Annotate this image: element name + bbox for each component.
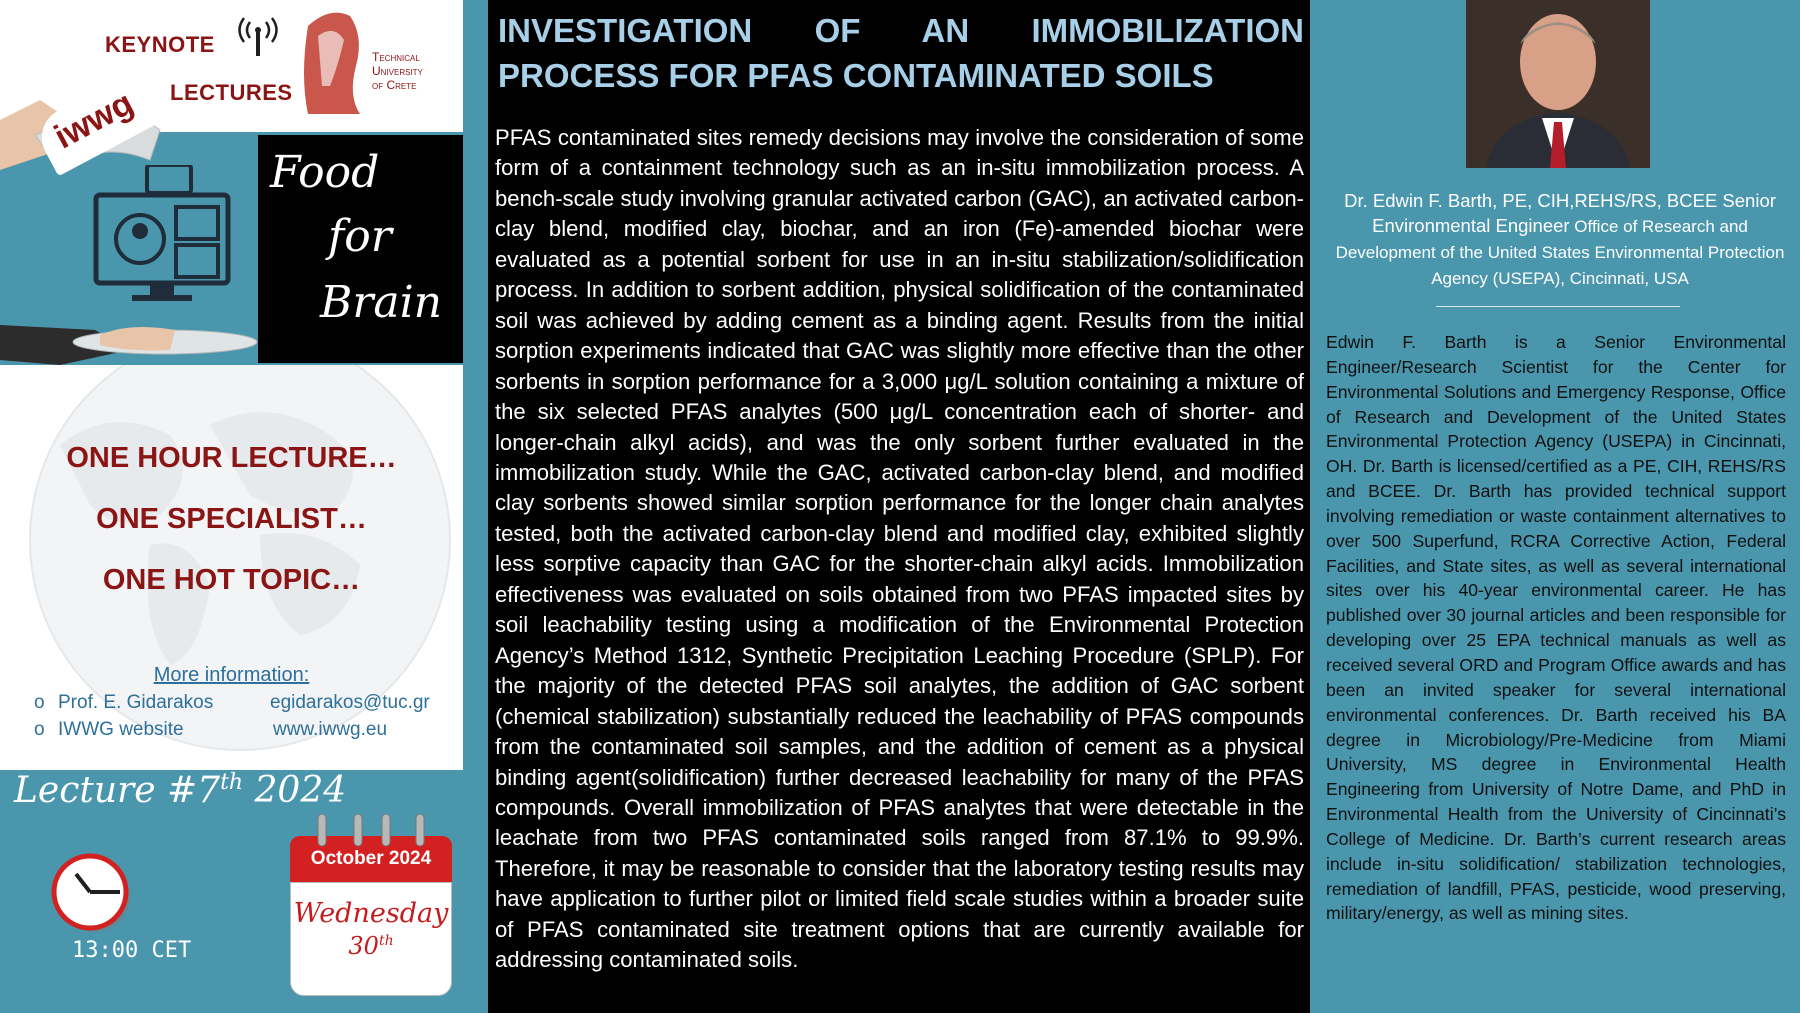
- lectures-label: LECTURES: [170, 80, 293, 105]
- lecture-ordinal-suffix: th: [220, 770, 244, 795]
- clock-icon: [48, 850, 134, 936]
- lecture-title: INVESTIGATION OF AN IMMOBILIZATION PROCESS FOR PFAS CONTAMINATED SOILS: [498, 12, 1304, 94]
- right-separator: [1310, 0, 1318, 1013]
- university-line: University: [372, 64, 423, 78]
- contact-row-website: [34, 719, 184, 741]
- bullet: o: [34, 719, 45, 740]
- contact-name: Prof. E. Gidarakos: [58, 692, 214, 713]
- speaker-photo: [1466, 0, 1650, 168]
- headline-one-hour: ONE HOUR LECTURE…: [66, 442, 397, 474]
- lecture-year: 2024: [243, 770, 347, 811]
- speaker-portrait-icon: [1466, 0, 1650, 168]
- lecture-abstract: PFAS contaminated sites remedy decisions may involve the consideration of some form of a containment technology such as an in-situ immobilization process. A bench-scale study involving granular activated carbon (GAC), an activated carbon-clay blend, modified clay, biochar, and an iron (Fe)-amended biochar were evaluated as a potential sorbent for use in an in-situ stabilization/solidification process. In addition to sorbent addition, physical solidification of the contaminated soil was achieved by adding cement as a binding agent. Results from the initial sorption experiments indicated that GAC was slightly more effective than the other sorbents in sorption performance for a 3,000 μg/L solution containing a mixture of the six selected PFAS analytes (500 μg/L concentration each of shorter- and longer-chain alkyl acids), and was the only sorbent further evaluated in the immobilization study. While the GAC, activated carbon-clay blend, and modified clay sorbents showed similar sorption performance for the longer chain analytes tested, both the activated carbon-clay blend and modified clay, exhibited slightly less sorptive capacity than GAC for the shorter-chain alkyl acids. Immobilization effectiveness was evaluated on soils obtained from two PFAS impacted sites by soil leachability testing using a modification of the Environmental Protection Agency’s Method 1312, Synthetic Precipitation Leaching Procedure (SPLP). For the majority of the detected PFAS soil analytes, the addition of GAC sorbent (chemical stabilization) substantially reduced the leachability of PFAS compounds from the contaminated soil samples, and the addition of cement as a physical binding agent(solidification) further decreased leachability for many of the PFAS compounds. Overall immobilization of PFAS analytes that were detectable in the leachate from two PFAS contaminated soils ranged from 87.1% to 99.9%. Therefore, it may be reasonable to consider that the laboratory testing results may have application to further pilot or limited field scale studies within a broader suite of PFAS contaminated site treatment options that are currently available for addressing contaminated soils.: [495, 125, 1304, 973]
- calendar-day-number: 30: [348, 932, 379, 960]
- left-panel: [0, 0, 463, 1013]
- more-information-link[interactable]: More information:: [153, 664, 310, 686]
- bullet: o: [34, 692, 45, 713]
- contact-email-link[interactable]: egidarakos@tuc.gr: [270, 692, 430, 713]
- calendar-day-suffix: th: [378, 933, 394, 949]
- food-for-brain-box: [258, 135, 463, 363]
- website-label: IWWG website: [58, 719, 184, 740]
- university-line: Technical: [372, 50, 420, 64]
- university-line: of Crete: [372, 78, 417, 92]
- calendar-date: [290, 836, 452, 996]
- contact-row-professor: [34, 692, 213, 714]
- keynote-label: KEYNOTE: [105, 32, 215, 57]
- for-word: for: [328, 211, 392, 262]
- speaker-bio: Edwin F. Barth is a Senior Environmental Engineer/Research Scientist for the Center for Environmental Solutions and Emergency Response, Office of Research and Development of the United States Environmental Protection Agency (USEPA) in Cincinnati, OH. Dr. Barth is licensed/certified as a PE, CIH, REHS/RS and BCEE. Dr. Barth has provided technical support involving remediation or waste containment alternatives to over 500 Superfund, RCRA Corrective Action, Federal Facilities, and State sites, as well as several international sites over his 40-year environmental career. He has published over 30 journal articles and been responsible for developing over 25 EPA technical manuals as well as received several ORD and Program Office awards and has been an invited speaker for several international environmental conferences. Dr. Barth received his BA degree in Microbiology/Pre-Medicine from Miami University, MS degree in Environmental Health Engineering from University of Notre Dame, and PhD in Environmental Health from the University of Cincinnati’s College of Medicine. Dr. Barth’s current research areas include in-situ solidification/ stabilization technologies, remediation of landfill, PFAS, pesticide, wood preserving, military/energy, as well as mining sites.: [1326, 332, 1786, 924]
- tuc-emblem-icon: [300, 6, 368, 118]
- calendar-rings-icon: [316, 814, 428, 848]
- lecture-time: 13:00 CET: [72, 938, 192, 963]
- speaker-affiliation: Office of Research and Development of the United States Environmental Protection Agency (USEPA), Cincinnati, USA: [1335, 217, 1785, 288]
- speaker-name: Dr. Edwin F. Barth, PE, CIH,REHS/RS, BCEE Senior Environmental Engineer: [1344, 190, 1776, 236]
- website-link[interactable]: www.iwwg.eu: [273, 719, 388, 740]
- calendar-weekday: Wednesday: [293, 898, 449, 929]
- online-meeting-icon: [92, 165, 242, 305]
- left-separator: [463, 0, 488, 1013]
- calendar-day: [290, 932, 452, 960]
- university-name: [372, 50, 423, 92]
- lecture-number: [14, 770, 346, 811]
- brain-word: Brain: [320, 277, 443, 328]
- headline-one-specialist: ONE SPECIALIST…: [96, 503, 367, 535]
- lecture-prefix: Lecture #7: [14, 770, 221, 811]
- calendar-month: October 2024: [290, 836, 452, 882]
- speaker-details: [1330, 188, 1790, 291]
- broadcast-icon: [236, 16, 280, 56]
- headline-one-topic: ONE HOT TOPIC…: [102, 564, 361, 596]
- iwwg-logo-text: iwwg: [48, 83, 140, 157]
- food-word: Food: [270, 147, 380, 198]
- speaker-divider: [1436, 306, 1680, 307]
